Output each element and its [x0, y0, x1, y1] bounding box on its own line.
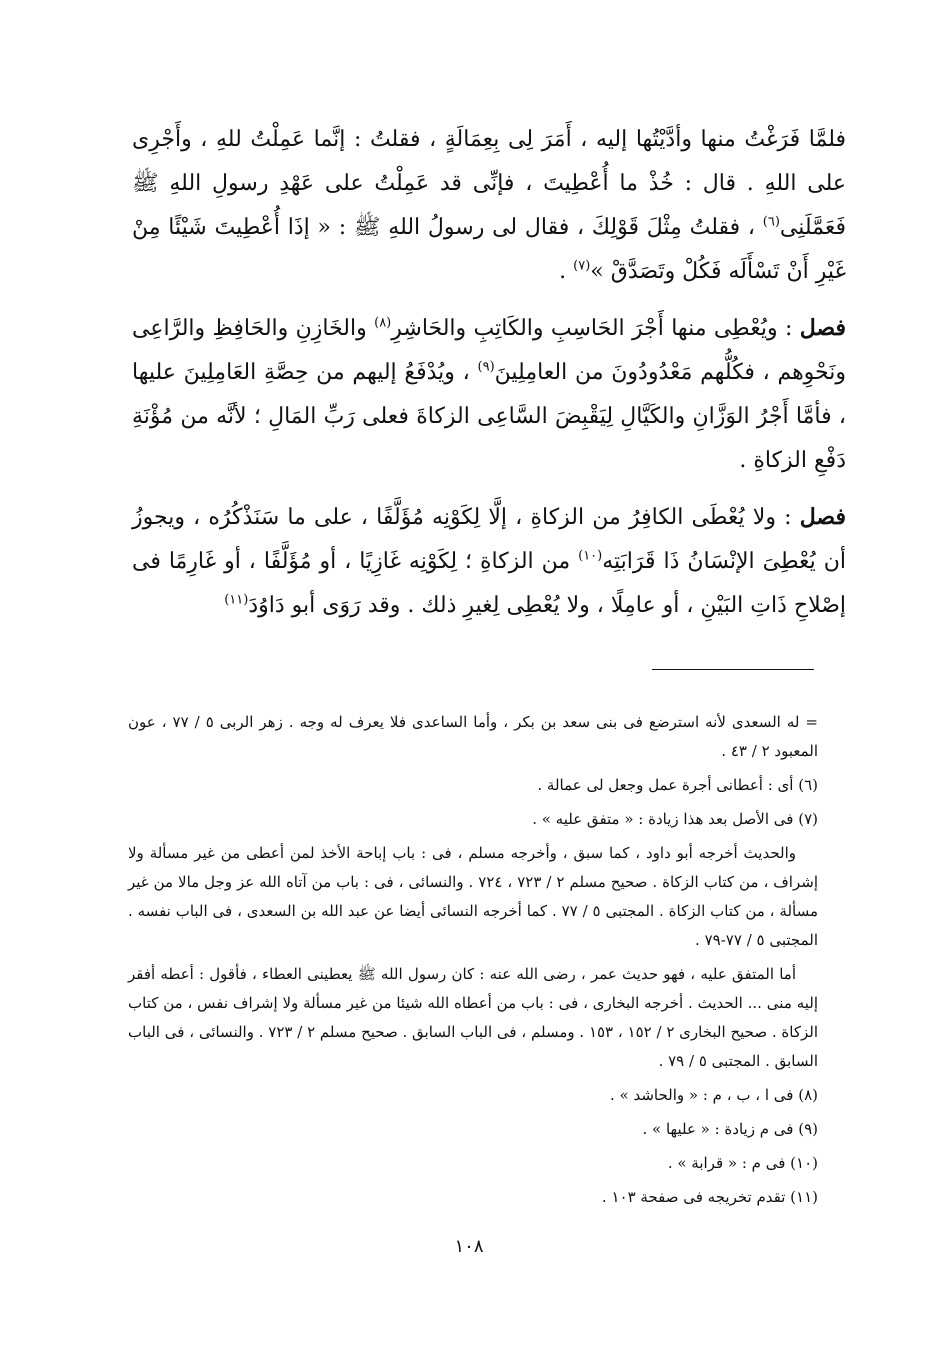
- footnote-ref-8: (٨): [374, 315, 392, 331]
- paragraph-3-text-b: من الزكاةِ ؛ لِكَوْنِه غَازِيًا ، أو مُؤَلَّفًا ، أو غَارِمًا فى إصْلاحِ ذَاتِ البَيْنِ ، أو عامِلًا ، ولا يُعْطِى لِغيرِ ذلك . وقد رَوَى أبو دَاوُدَ: [132, 549, 846, 618]
- paragraph-2-text-a: : ويُعْطِى منها أَجْرَ الحَاسِبِ والكَاتِبِ والحَاشِرِ: [391, 316, 800, 341]
- page-number: ١٠٨: [454, 1236, 484, 1257]
- paragraph-1: [132, 118, 846, 294]
- section-heading-fasl-1: فصل: [799, 315, 846, 341]
- footnotes: [128, 708, 818, 1217]
- footnote-6: (٦) أى : أعطانى أجرة عمل وجعل لى عمالة .: [537, 776, 818, 794]
- footnote-9: (٩) فى م زيادة : « عليها » .: [642, 1120, 818, 1138]
- paragraph-3-text-a: : ولا يُعْطَى الكافِرُ من الزكاةِ ، إلَّا لِكَوْنِه مُؤَلَّفًا ، على ما سَنَذْكُرُه ، ويجوزُ أن يُعْطِىَ الإنْسَانُ ذَا قَرَابَتِه: [132, 505, 846, 574]
- footnote-ref-10: (١٠): [578, 548, 603, 564]
- paragraph-2: [132, 306, 846, 483]
- footnote-ref-11: (١١): [224, 592, 249, 608]
- footnote-7-paragraph-2: أما المتفق عليه ، فهو حديث عمر ، رضى الله عنه : كان رسول الله ﷺ يعطينى العطاء ، فأقول : أعطه أفقر إليه منى ... الحديث . أخرجه البخارى ، فى : باب من أعطاه الله شيئا من غير مسألة ولا إشراف نفس ، من كتاب الزكاة . صحيح البخارى ٢ / ١٥٢ ، ١٥٣ . ومسلم ، فى الباب السابق . صحيح مسلم ٢ / ٧٢٣ . والنسائى ، فى الباب السابق . المجتبى ٥ / ٧٩ .: [128, 965, 818, 1070]
- footnote-ref-7: (٧): [573, 258, 591, 274]
- paragraph-2-text-c: ، ويُدْفَعُ إليهم من حِصَّةِ العَامِلِينَ عليها ، فأمَّا أَجْرُ الوَزَّانِ والكَيَّالِ لِيَقْبِضَ السَّاعِى الزكاةَ فعلى رَبِّ المَالِ ؛ لأنَّه من مُؤْنَةِ دَفْعِ الزكاةِ .: [132, 360, 846, 473]
- footnote-7-paragraph-1: والحديث أخرجه أبو داود ، كما سبق ، وأخرجه مسلم ، فى : باب إباحة الأخذ لمن أعطى من غير مسألة ولا إشراف ، من كتاب الزكاة . صحيح مسلم ٢ / ٧٢٣ ، ٧٢٤ . والنسائى ، فى : باب من آتاه الله عز وجل مالا من غير مسألة ، من كتاب الزكاة . المجتبى ٥ / ٧٧ . كما أخرجه النسائى أيضا عن عبد الله بن السعدى ، فى الباب نفسه . المجتبى ٥ / ٧٧-٧٩ .: [128, 844, 818, 949]
- footnote-ref-9: (٩): [477, 359, 495, 375]
- main-text: [132, 118, 846, 640]
- paragraph-1-text-a: فلمَّا فَرَغْتُ منها وأدَّيْتُها إليه ، أَمَرَ لِى بِعِمَالَةٍ ، فقلتُ : إنَّما عَمِلْتُ للهِ ، وأَجْرِى على اللهِ . قال : خُذْ ما أُعْطِيتَ ، فإنِّى قد عَمِلْتُ على عَهْدِ رسولِ اللهِ ﷺ فَعَمَّلَنِى: [132, 127, 846, 240]
- paragraph-1-text-b: ، فقلتُ مِثْلَ قَوْلِكَ ، فقال لى رسولُ اللهِ ﷺ : « إذَا أُعْطِيتَ شَيْئًا مِنْ غَيْرِ أَنْ تَسْأَلَه فَكُلْ وتَصَدَّقْ »: [132, 215, 846, 284]
- paragraph-3: [132, 495, 846, 628]
- paragraph-2-text-b: والخَازِنِ والحَافِظِ والرَّاعِى ونَحْوِهم ، فكُلُّهم مَعْدُودُونَ من العامِلِينَ: [132, 316, 846, 385]
- footnote-7: (٧) فى الأصل بعد هذا زيادة : « متفق عليه » .: [532, 810, 818, 828]
- footnote-11: (١١) تقدم تخريجه فى صفحة ١٠٣ .: [601, 1188, 818, 1206]
- section-heading-fasl-2: فصل: [799, 504, 846, 530]
- footnote-separator: [652, 669, 814, 670]
- footnote-8: (٨) فى ا ، ب ، م : « والحاشد » .: [609, 1086, 818, 1104]
- footnote-ref-6: (٦): [762, 214, 780, 230]
- paragraph-1-text-c: .: [559, 259, 574, 284]
- footnote-continuation: = له السعدى لأنه استرضع فى بنى سعد بن بكر ، وأما الساعدى فلا يعرف له وجه . زهر الربى ٥ / ٧٧ ، عون المعبود ٢ / ٤٣ .: [128, 713, 819, 760]
- footnote-10: (١٠) فى م : « قرابة » .: [667, 1154, 818, 1172]
